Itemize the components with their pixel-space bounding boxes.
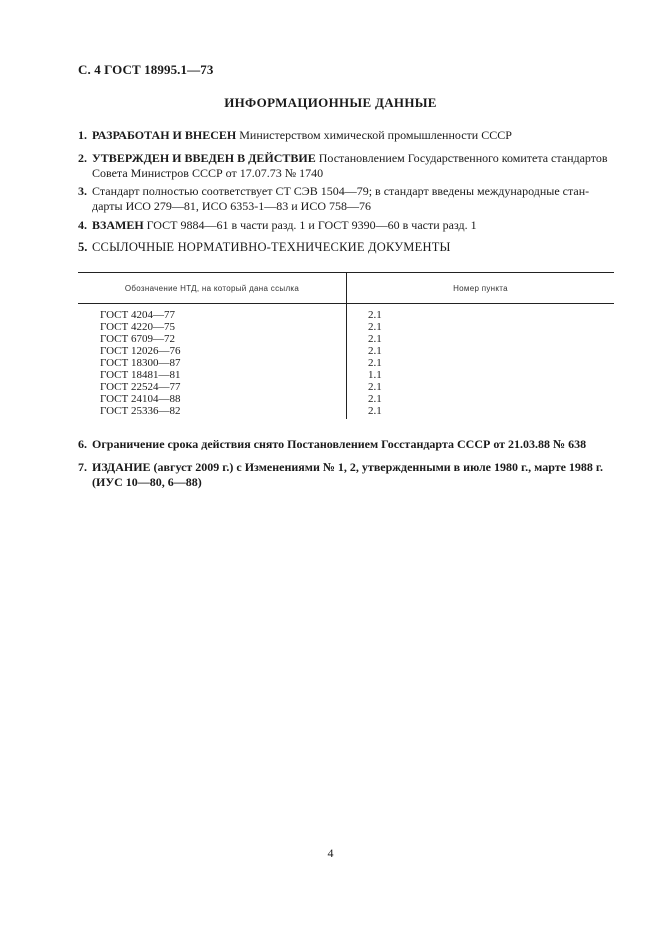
table-cell-designation: ГОСТ 25336—82 — [100, 405, 181, 417]
item-text: (август 2009 г.) с Изменениями № 1, 2, утвержденными в июле 1980 г., марте 1988 г. — [150, 460, 604, 474]
item-number: 5. — [78, 240, 88, 254]
table-cell-clause: 2.1 — [368, 333, 382, 345]
info-item-4 — [78, 218, 618, 233]
item-number: 2. — [78, 151, 87, 165]
item-lead: УТВЕРЖДЕН И ВВЕДЕН В ДЕЙСТВИЕ — [92, 151, 316, 165]
table-cell-designation: ГОСТ 18481—81 — [100, 369, 181, 381]
info-item-5 — [78, 240, 618, 255]
item-text-line2: (ИУС 10—80, 6—88) — [92, 475, 202, 489]
item-lead: ССЫЛОЧНЫЕ НОРМАТИВНО-ТЕХНИЧЕСКИЕ ДОКУМЕНТЫ — [92, 240, 451, 254]
table-cell-clause: 2.1 — [368, 357, 382, 369]
table-cell-designation: ГОСТ 18300—87 — [100, 357, 181, 369]
section-title: ИНФОРМАЦИОННЫЕ ДАННЫЕ — [224, 95, 437, 110]
table-cell-clause: 2.1 — [368, 405, 382, 417]
item-text: ГОСТ 9884—61 в части разд. 1 и ГОСТ 9390—60 в части разд. 1 — [143, 218, 477, 232]
document-code: С. 4 ГОСТ 18995.1—73 — [78, 62, 214, 77]
table-cell-designation: ГОСТ 24104—88 — [100, 393, 181, 405]
info-item-3 — [78, 184, 618, 214]
item-text-line2: дарты ИСО 279—81, ИСО 6353-1—83 и ИСО 758—76 — [92, 199, 372, 213]
info-item-6 — [78, 437, 618, 452]
table-cell-clause: 2.1 — [368, 381, 382, 393]
column-ntd-designation — [78, 304, 347, 419]
item-number: 4. — [78, 218, 87, 232]
table-cell-designation: ГОСТ 4220—75 — [100, 321, 175, 333]
info-item-1 — [78, 128, 618, 143]
item-text: Постановлением Государственного комитета стандартов — [315, 151, 608, 165]
item-text: Стандарт полностью соответствует СТ СЭВ 1504—79; в стандарт введены международные стан- — [92, 184, 590, 198]
table-cell-clause: 1.1 — [368, 369, 382, 381]
header-clause-number: Номер пункта — [453, 283, 508, 293]
table-header — [78, 273, 614, 304]
table-body — [78, 304, 614, 419]
item-lead: ИЗДАНИЕ — [92, 460, 151, 474]
item-number: 7. — [78, 460, 87, 474]
table-cell-designation: ГОСТ 4204—77 — [100, 309, 175, 321]
item-number: 6. — [78, 437, 87, 451]
table-cell-clause: 2.1 — [368, 321, 382, 333]
table-cell-clause: 2.1 — [368, 309, 382, 321]
references-table — [78, 272, 614, 419]
table-cell-clause: 2.1 — [368, 393, 382, 405]
item-text: Ограничение срока действия снято Постановлением Госстандарта СССР от 21.03.88 № 638 — [92, 437, 587, 451]
item-number: 3. — [78, 184, 87, 198]
page-number: 4 — [327, 846, 334, 860]
item-lead: РАЗРАБОТАН И ВНЕСЕН — [92, 128, 237, 142]
table-cell-designation: ГОСТ 22524—77 — [100, 381, 181, 393]
item-lead: ВЗАМЕН — [92, 218, 144, 232]
table-cell-clause: 2.1 — [368, 345, 382, 357]
header-ntd-designation: Обозначение НТД, на который дана ссылка — [78, 273, 347, 303]
item-text-line2: Совета Министров СССР от 17.07.73 № 1740 — [92, 166, 324, 180]
info-item-7 — [78, 460, 618, 490]
table-cell-designation: ГОСТ 6709—72 — [100, 333, 175, 345]
column-clause-number — [347, 304, 614, 419]
info-item-2 — [78, 151, 618, 181]
table-cell-designation: ГОСТ 12026—76 — [100, 345, 181, 357]
item-text: Министерством химической промышленности СССР — [236, 128, 512, 142]
item-number: 1. — [78, 128, 87, 142]
